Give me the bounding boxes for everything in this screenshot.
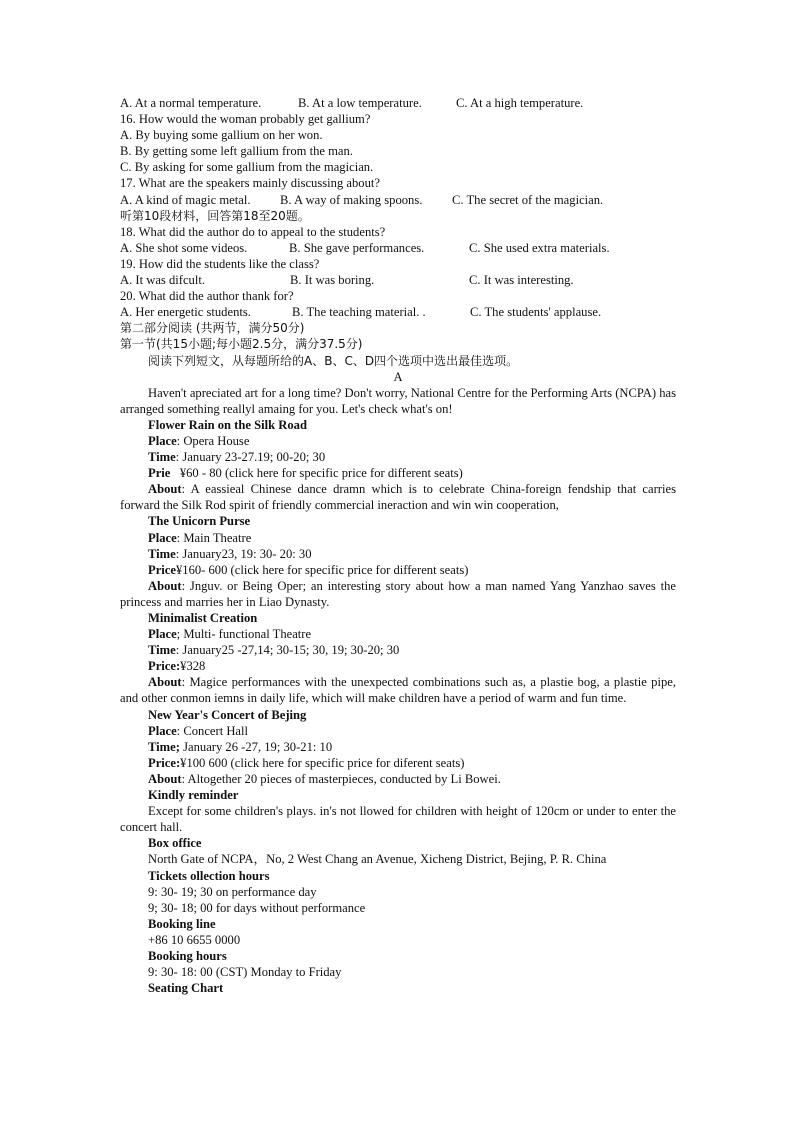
- part-title: 第二部分阅读 (共两节，满分50分): [120, 321, 305, 336]
- place-label: Place: [148, 627, 177, 642]
- booking-line-title: Booking line: [148, 916, 216, 931]
- price-value: ¥100 600 (click here for specific price for diferent seats): [180, 755, 465, 770]
- q16-option-a: A. By buying some gallium on her won.: [120, 128, 323, 143]
- box-office-title: Box office: [148, 836, 202, 851]
- event-price: [120, 465, 676, 481]
- option-c: C. It was interesting.: [469, 273, 574, 288]
- event-time: [120, 546, 676, 562]
- tickets-hours-no-performance: 9; 30- 18; 00 for days without performance: [148, 900, 366, 915]
- q18-options: [120, 240, 676, 256]
- tickets-title: Tickets ollection hours: [148, 868, 270, 883]
- event-about: [120, 771, 676, 787]
- price-label: Price:: [148, 659, 181, 674]
- event-place: [120, 626, 676, 642]
- option-b: B. She gave performances.: [289, 240, 425, 255]
- option-c: C. The students' applause.: [470, 305, 602, 320]
- event-about: [120, 481, 676, 513]
- about-value: : Jnguv. or Being Oper; an interesting story about how a man named Yang Yanzhao saves the princess and marries her in Liao Dynasty.: [120, 578, 676, 609]
- time-value: January25 -27,14; 30-15; 30, 19; 30-20; 30: [182, 643, 400, 658]
- about-value: : A eassieal Chinese dance dramn which is to celebrate China-foreign fendship that carries forward the Silk Rod spirit of friendly commercial ineraction and win win cooperation,: [120, 482, 676, 513]
- option-b: B. A way of making spoons.: [280, 192, 423, 207]
- section-instruction: 听第10段材料，回答第18至20题。: [120, 208, 310, 223]
- event-place: [120, 433, 676, 449]
- place-sep: :: [176, 530, 184, 545]
- time-sep: :: [175, 643, 183, 658]
- exam-page: [120, 95, 676, 996]
- option-a: A. It was difcult.: [120, 273, 205, 288]
- booking-line-phone: +86 10 6655 0000: [148, 932, 241, 947]
- price-value: ¥60 - 80 (click here for specific price for different seats): [173, 466, 463, 481]
- place-label: Place: [148, 723, 177, 738]
- place-sep: :: [176, 723, 184, 738]
- q16-option-c: C. By asking for some gallium from the magician.: [120, 160, 374, 175]
- option-c: C. At a high temperature.: [456, 96, 584, 110]
- q19-question: 19. How did the students like the class?: [120, 256, 320, 271]
- q17-options: [120, 192, 676, 208]
- event-place: [120, 530, 676, 546]
- box-office-address: North Gate of NCPA，No, 2 West Chang an Avenue, Xicheng District, Bejing, P. R. China: [148, 852, 607, 867]
- event-title: The Unicorn Purse: [148, 514, 251, 529]
- time-label: Time: [148, 546, 176, 561]
- event-title: Minimalist Creation: [148, 611, 258, 625]
- q18-question: 18. What did the author do to appeal to the students?: [120, 224, 386, 239]
- booking-hours-title: Booking hours: [148, 948, 227, 963]
- option-c: C. The secret of the magician.: [452, 192, 604, 207]
- place-sep: ;: [176, 627, 184, 642]
- option-b: B. At a low temperature.: [298, 96, 422, 110]
- place-value: Multi- functional Theatre: [183, 627, 312, 642]
- time-sep: :: [175, 450, 183, 465]
- event-time: [120, 739, 676, 755]
- reminder-title: Kindly reminder: [148, 788, 239, 803]
- booking-hours-text: 9: 30- 18: 00 (CST) Monday to Friday: [148, 965, 342, 980]
- event-price: [120, 658, 676, 674]
- option-b: B. The teaching material. .: [292, 305, 426, 320]
- option-a: A. A kind of magic metal.: [120, 192, 251, 207]
- about-value: : Altogether 20 pieces of masterpieces, conducted by Li Bowei.: [181, 771, 501, 786]
- time-value: January23, 19: 30- 20: 30: [182, 546, 312, 561]
- q20-question: 20. What did the author thank for?: [120, 289, 294, 304]
- price-label: Prie: [148, 466, 171, 481]
- time-value: January 26 -27, 19; 30-21: 10: [183, 739, 333, 754]
- time-label: Time: [148, 643, 176, 658]
- about-label: About: [148, 675, 182, 690]
- event-price: [120, 755, 676, 771]
- option-a: A. Her energetic students.: [120, 305, 251, 320]
- event-title: Flower Rain on the Silk Road: [148, 417, 307, 432]
- event-time: [120, 449, 676, 465]
- place-label: Place: [148, 433, 177, 448]
- q20-options: [120, 304, 676, 320]
- passage-letter: A: [393, 369, 403, 384]
- tickets-hours-performance: 9: 30- 19; 30 on performance day: [148, 884, 317, 899]
- option-a: A. She shot some videos.: [120, 240, 248, 255]
- event-about: [120, 578, 676, 610]
- event-time: [120, 642, 676, 658]
- place-label: Place: [148, 530, 177, 545]
- section-title: 第一节(共15小题;每小题2.5分，满分37.5分): [120, 337, 363, 352]
- q16-option-b: B. By getting some left gallium from the man.: [120, 144, 353, 159]
- reminder-text: Except for some children's plays. in's not llowed for children with height of 120cm or under to enter the concert hall.: [120, 804, 676, 835]
- time-label: Time;: [148, 739, 180, 754]
- passage-intro: Haven't apreciated art for a long time? Don't worry, National Centre for the Performing Arts (NCPA) has arranged something reallyl amaing for you. Let's check what's on!: [120, 385, 676, 416]
- event-title: New Year's Concert of Bejing: [148, 707, 307, 722]
- place-sep: :: [176, 433, 184, 448]
- q16-question: 16. How would the woman probably get gallium?: [120, 112, 371, 127]
- price-value: ¥328: [180, 659, 206, 674]
- option-b: B. It was boring.: [290, 273, 375, 288]
- event-about: [120, 674, 676, 706]
- time-label: Time: [148, 450, 176, 465]
- place-value: Opera House: [183, 433, 250, 448]
- event-place: [120, 723, 676, 739]
- place-value: Concert Hall: [183, 723, 249, 738]
- q19-options: [120, 272, 676, 288]
- reading-instruction: 阅读下列短文，从每题所给的A、B、C、D四个选项中选出最佳选项。: [148, 353, 519, 368]
- price-value: ¥160- 600 (click here for specific price for different seats): [175, 562, 469, 577]
- about-label: About: [148, 771, 182, 786]
- q17-question: 17. What are the speakers mainly discussing about?: [120, 176, 380, 191]
- about-label: About: [148, 482, 182, 497]
- about-label: About: [148, 578, 182, 593]
- about-value: : Magice performances with the unexpected combinations such as, a plastie bog, a plastie pipe, and other conmon iemns in daily life, which will make children have a period of warm and fun time.: [120, 675, 676, 706]
- place-value: Main Theatre: [183, 530, 252, 545]
- price-label: Price:: [148, 755, 181, 770]
- q15-options: [120, 95, 676, 111]
- event-price: [120, 562, 676, 578]
- option-a: A. At a normal temperature.: [120, 96, 262, 110]
- option-c: C. She used extra materials.: [469, 240, 610, 255]
- seating-chart-title: Seating Chart: [148, 981, 224, 996]
- time-sep: :: [175, 546, 183, 561]
- time-value: January 23-27.19; 00-20; 30: [182, 450, 326, 465]
- price-label: Price: [148, 562, 176, 577]
